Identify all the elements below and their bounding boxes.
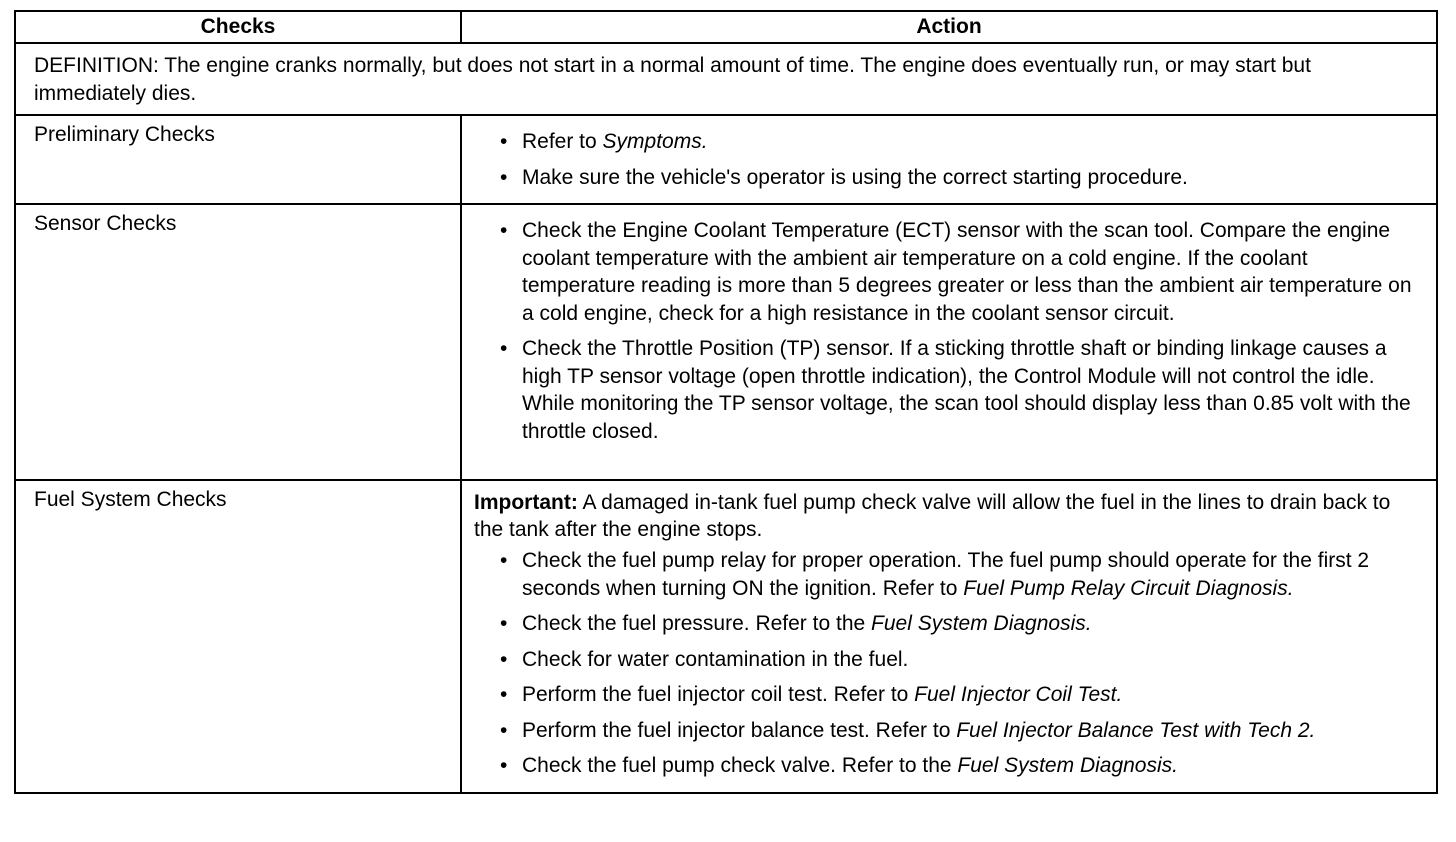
action-fuel [461, 480, 1437, 793]
reference-link: Fuel System Diagnosis. [957, 754, 1178, 777]
reference-link: Fuel System Diagnosis. [871, 612, 1092, 635]
diagnostic-table [14, 10, 1438, 794]
important-note: Important: A damaged in-tank fuel pump check valve will allow the fuel in the lines to drain back to the tank after the engine stops. [474, 491, 1391, 541]
reference-link: Symptoms. [602, 130, 708, 153]
header-row [15, 11, 1437, 43]
list-item: • Refer to Symptoms. [474, 128, 1424, 156]
reference-link: Fuel Injector Balance Test with Tech 2. [956, 718, 1316, 742]
row-preliminary [15, 115, 1437, 204]
header-action: Action [461, 11, 1437, 43]
definition-text: DEFINITION: The engine cranks normally, but does not start in a normal amount of time. The engine does eventually run, or may start but immediately dies. [15, 43, 1437, 115]
list-item: • Check the fuel pump check valve. Refer to the Fuel System Diagnosis. [474, 752, 1424, 780]
check-label-preliminary: Preliminary Checks [15, 115, 461, 204]
list-item: • Check the fuel pump relay for proper operation. The fuel pump should operate for the first 2 seconds when turning ON the ignition. Refer to Fuel Pump Relay Circuit Diagnosis. [474, 547, 1424, 602]
definition-row [15, 43, 1437, 115]
list-item: • Check the fuel pressure. Refer to the Fuel System Diagnosis. [474, 610, 1424, 638]
reference-link: Fuel Pump Relay Circuit Diagnosis. [963, 576, 1294, 600]
row-fuel [15, 480, 1437, 793]
reference-link: Fuel Injector Coil Test. [914, 683, 1123, 706]
list-item: • Make sure the vehicle's operator is using the correct starting procedure. [474, 164, 1424, 192]
list-item: • Check the Throttle Position (TP) sensor. If a sticking throttle shaft or binding linkage causes a high TP sensor voltage (open throttle indication), the Control Module will not control the idle. While monitoring the TP sensor voltage, the scan tool should display less than 0.85 volt with the throttle closed. [474, 335, 1424, 445]
action-sensor [461, 204, 1437, 480]
check-label-fuel: Fuel System Checks [15, 480, 461, 793]
list-item: • Check for water contamination in the fuel. [474, 646, 1424, 674]
row-sensor [15, 204, 1437, 480]
action-preliminary [461, 115, 1437, 204]
header-checks: Checks [15, 11, 461, 43]
list-item: • Perform the fuel injector coil test. Refer to Fuel Injector Coil Test. [474, 681, 1424, 709]
list-item: • Perform the fuel injector balance test. Refer to Fuel Injector Balance Test with Tech 2. [474, 717, 1424, 745]
check-label-sensor: Sensor Checks [15, 204, 461, 480]
list-item: • Check the Engine Coolant Temperature (ECT) sensor with the scan tool. Compare the engine coolant temperature with the ambient air temperature on a cold engine. If the coolant temperature reading is more than 5 degrees greater or less than the ambient air temperature on a cold engine, check for a high resistance in the coolant sensor circuit. [474, 217, 1424, 327]
